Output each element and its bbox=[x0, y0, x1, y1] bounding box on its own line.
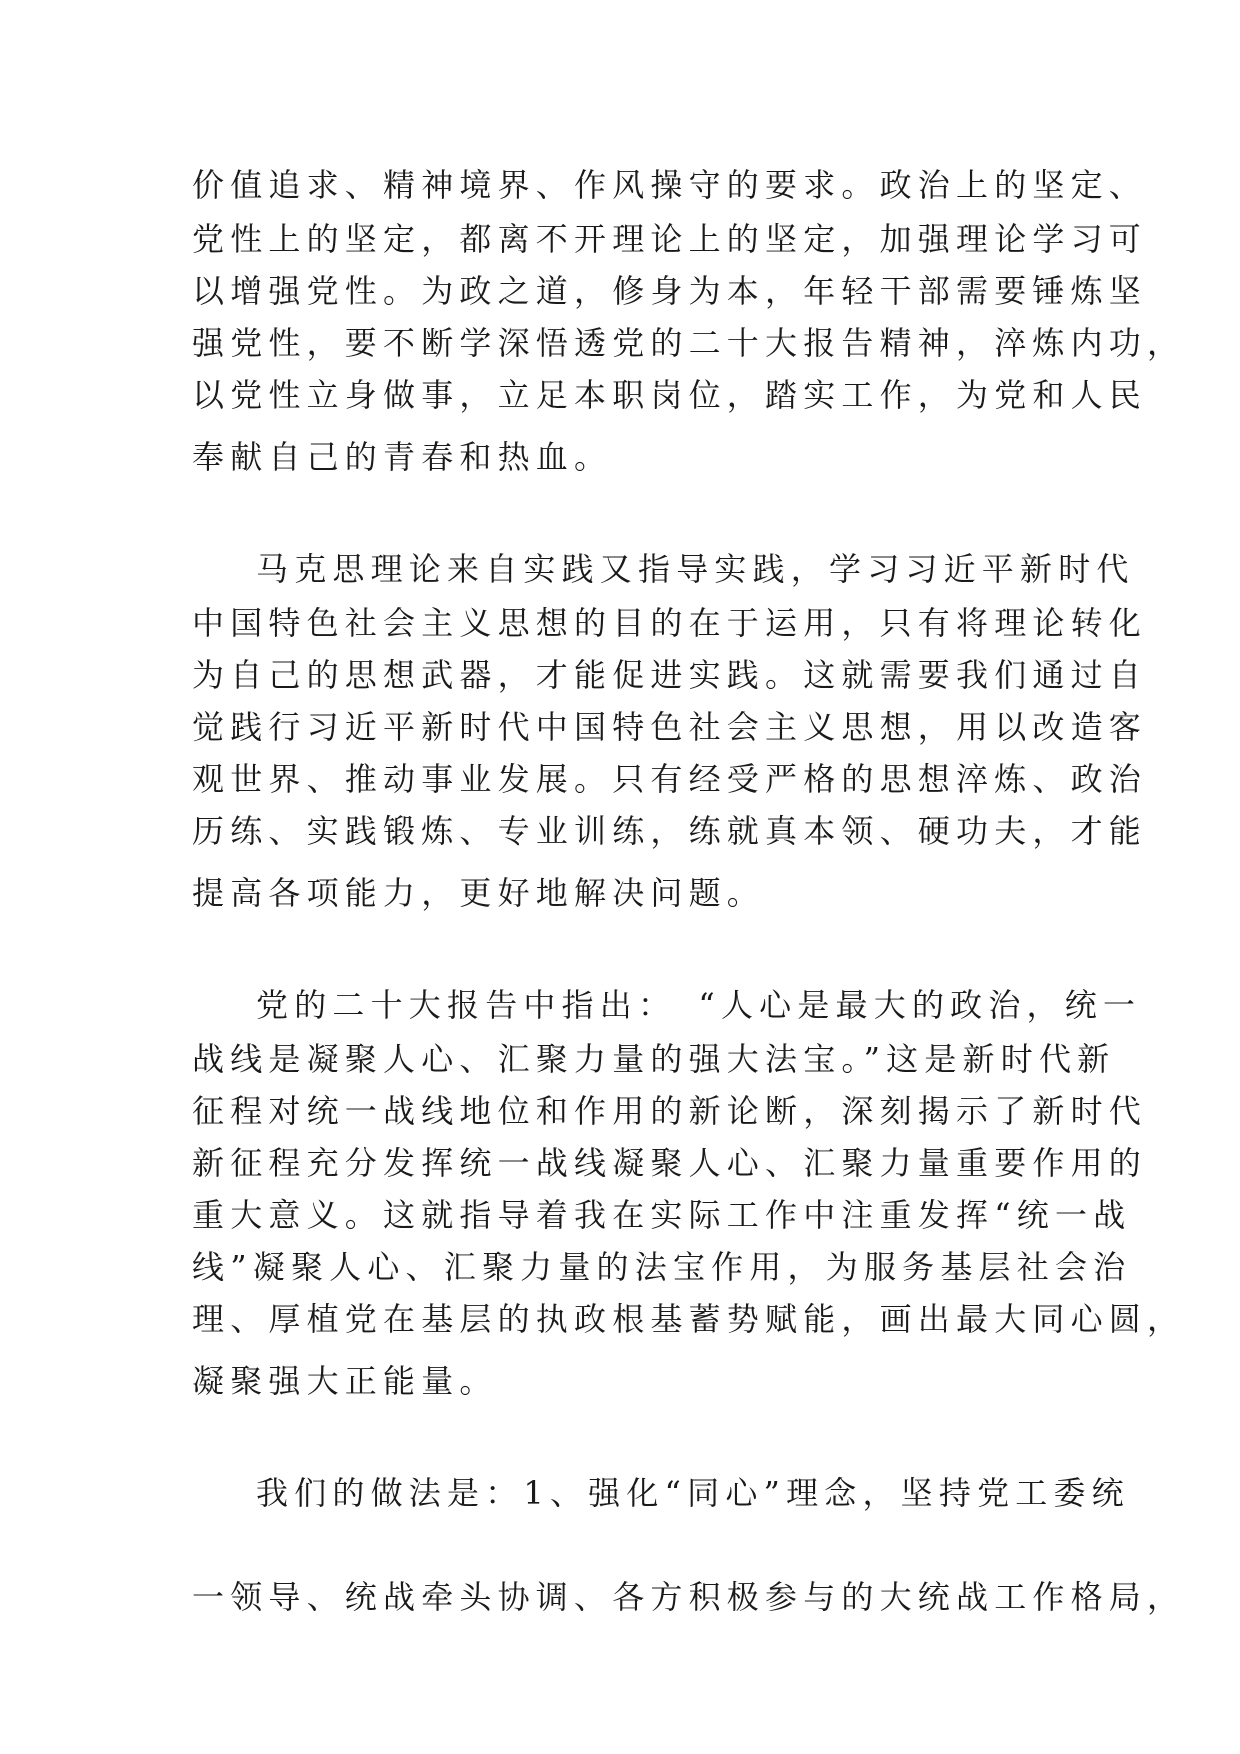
paragraph-line: 历练、实践锻炼、专业训练，练就真本领、硬功夫，才能 bbox=[192, 812, 1148, 850]
paragraph-line: 为自己的思想武器，才能促进实践。这就需要我们通过自 bbox=[192, 656, 1148, 694]
paragraph-line: 我们的做法是：1、强化“同心”理念，坚持党工委统 bbox=[256, 1474, 1130, 1512]
paragraph-line: 马克思理论来自实践又指导实践，学习习近平新时代 bbox=[256, 550, 1135, 588]
paragraph-line: 凝聚强大正能量。 bbox=[192, 1362, 498, 1400]
paragraph-line: 中国特色社会主义思想的目的在于运用，只有将理论转化 bbox=[192, 604, 1148, 642]
paragraph-line: 观世界、推动事业发展。只有经受严格的思想淬炼、政治 bbox=[192, 760, 1148, 798]
paragraph-line: 以党性立身做事，立足本职岗位，踏实工作，为党和人民 bbox=[192, 376, 1148, 414]
paragraph-line: 一领导、统战牵头协调、各方积极参与的大统战工作格局， bbox=[192, 1578, 1186, 1616]
paragraph-line: 觉践行习近平新时代中国特色社会主义思想，用以改造客 bbox=[192, 708, 1148, 746]
paragraph-line: 强党性，要不断学深悟透党的二十大报告精神，淬炼内功， bbox=[192, 324, 1186, 362]
paragraph-line: 价值追求、精神境界、作风操守的要求。政治上的坚定、 bbox=[192, 166, 1148, 204]
paragraph-line: 以增强党性。为政之道，修身为本，年轻干部需要锤炼坚 bbox=[192, 272, 1148, 310]
paragraph-line: 战线是凝聚人心、汇聚力量的强大法宝。”这是新时代新 bbox=[192, 1040, 1116, 1078]
paragraph-line: 党性上的坚定，都离不开理论上的坚定，加强理论学习可 bbox=[192, 220, 1148, 258]
paragraph-line: 理、厚植党在基层的执政根基蓄势赋能，画出最大同心圆， bbox=[192, 1300, 1186, 1338]
paragraph-line: 征程对统一战线地位和作用的新论断，深刻揭示了新时代 bbox=[192, 1092, 1148, 1130]
paragraph-line: 提高各项能力，更好地解决问题。 bbox=[192, 874, 766, 912]
paragraph-line: 党的二十大报告中指出： “人心是最大的政治，统一 bbox=[256, 986, 1142, 1024]
paragraph-line: 线”凝聚人心、汇聚力量的法宝作用，为服务基层社会治 bbox=[192, 1248, 1132, 1286]
paragraph-line: 重大意义。这就指导着我在实际工作中注重发挥“统一战 bbox=[192, 1196, 1132, 1234]
paragraph-line: 奉献自己的青春和热血。 bbox=[192, 438, 613, 476]
paragraph-line: 新征程充分发挥统一战线凝聚人心、汇聚力量重要作用的 bbox=[192, 1144, 1148, 1182]
